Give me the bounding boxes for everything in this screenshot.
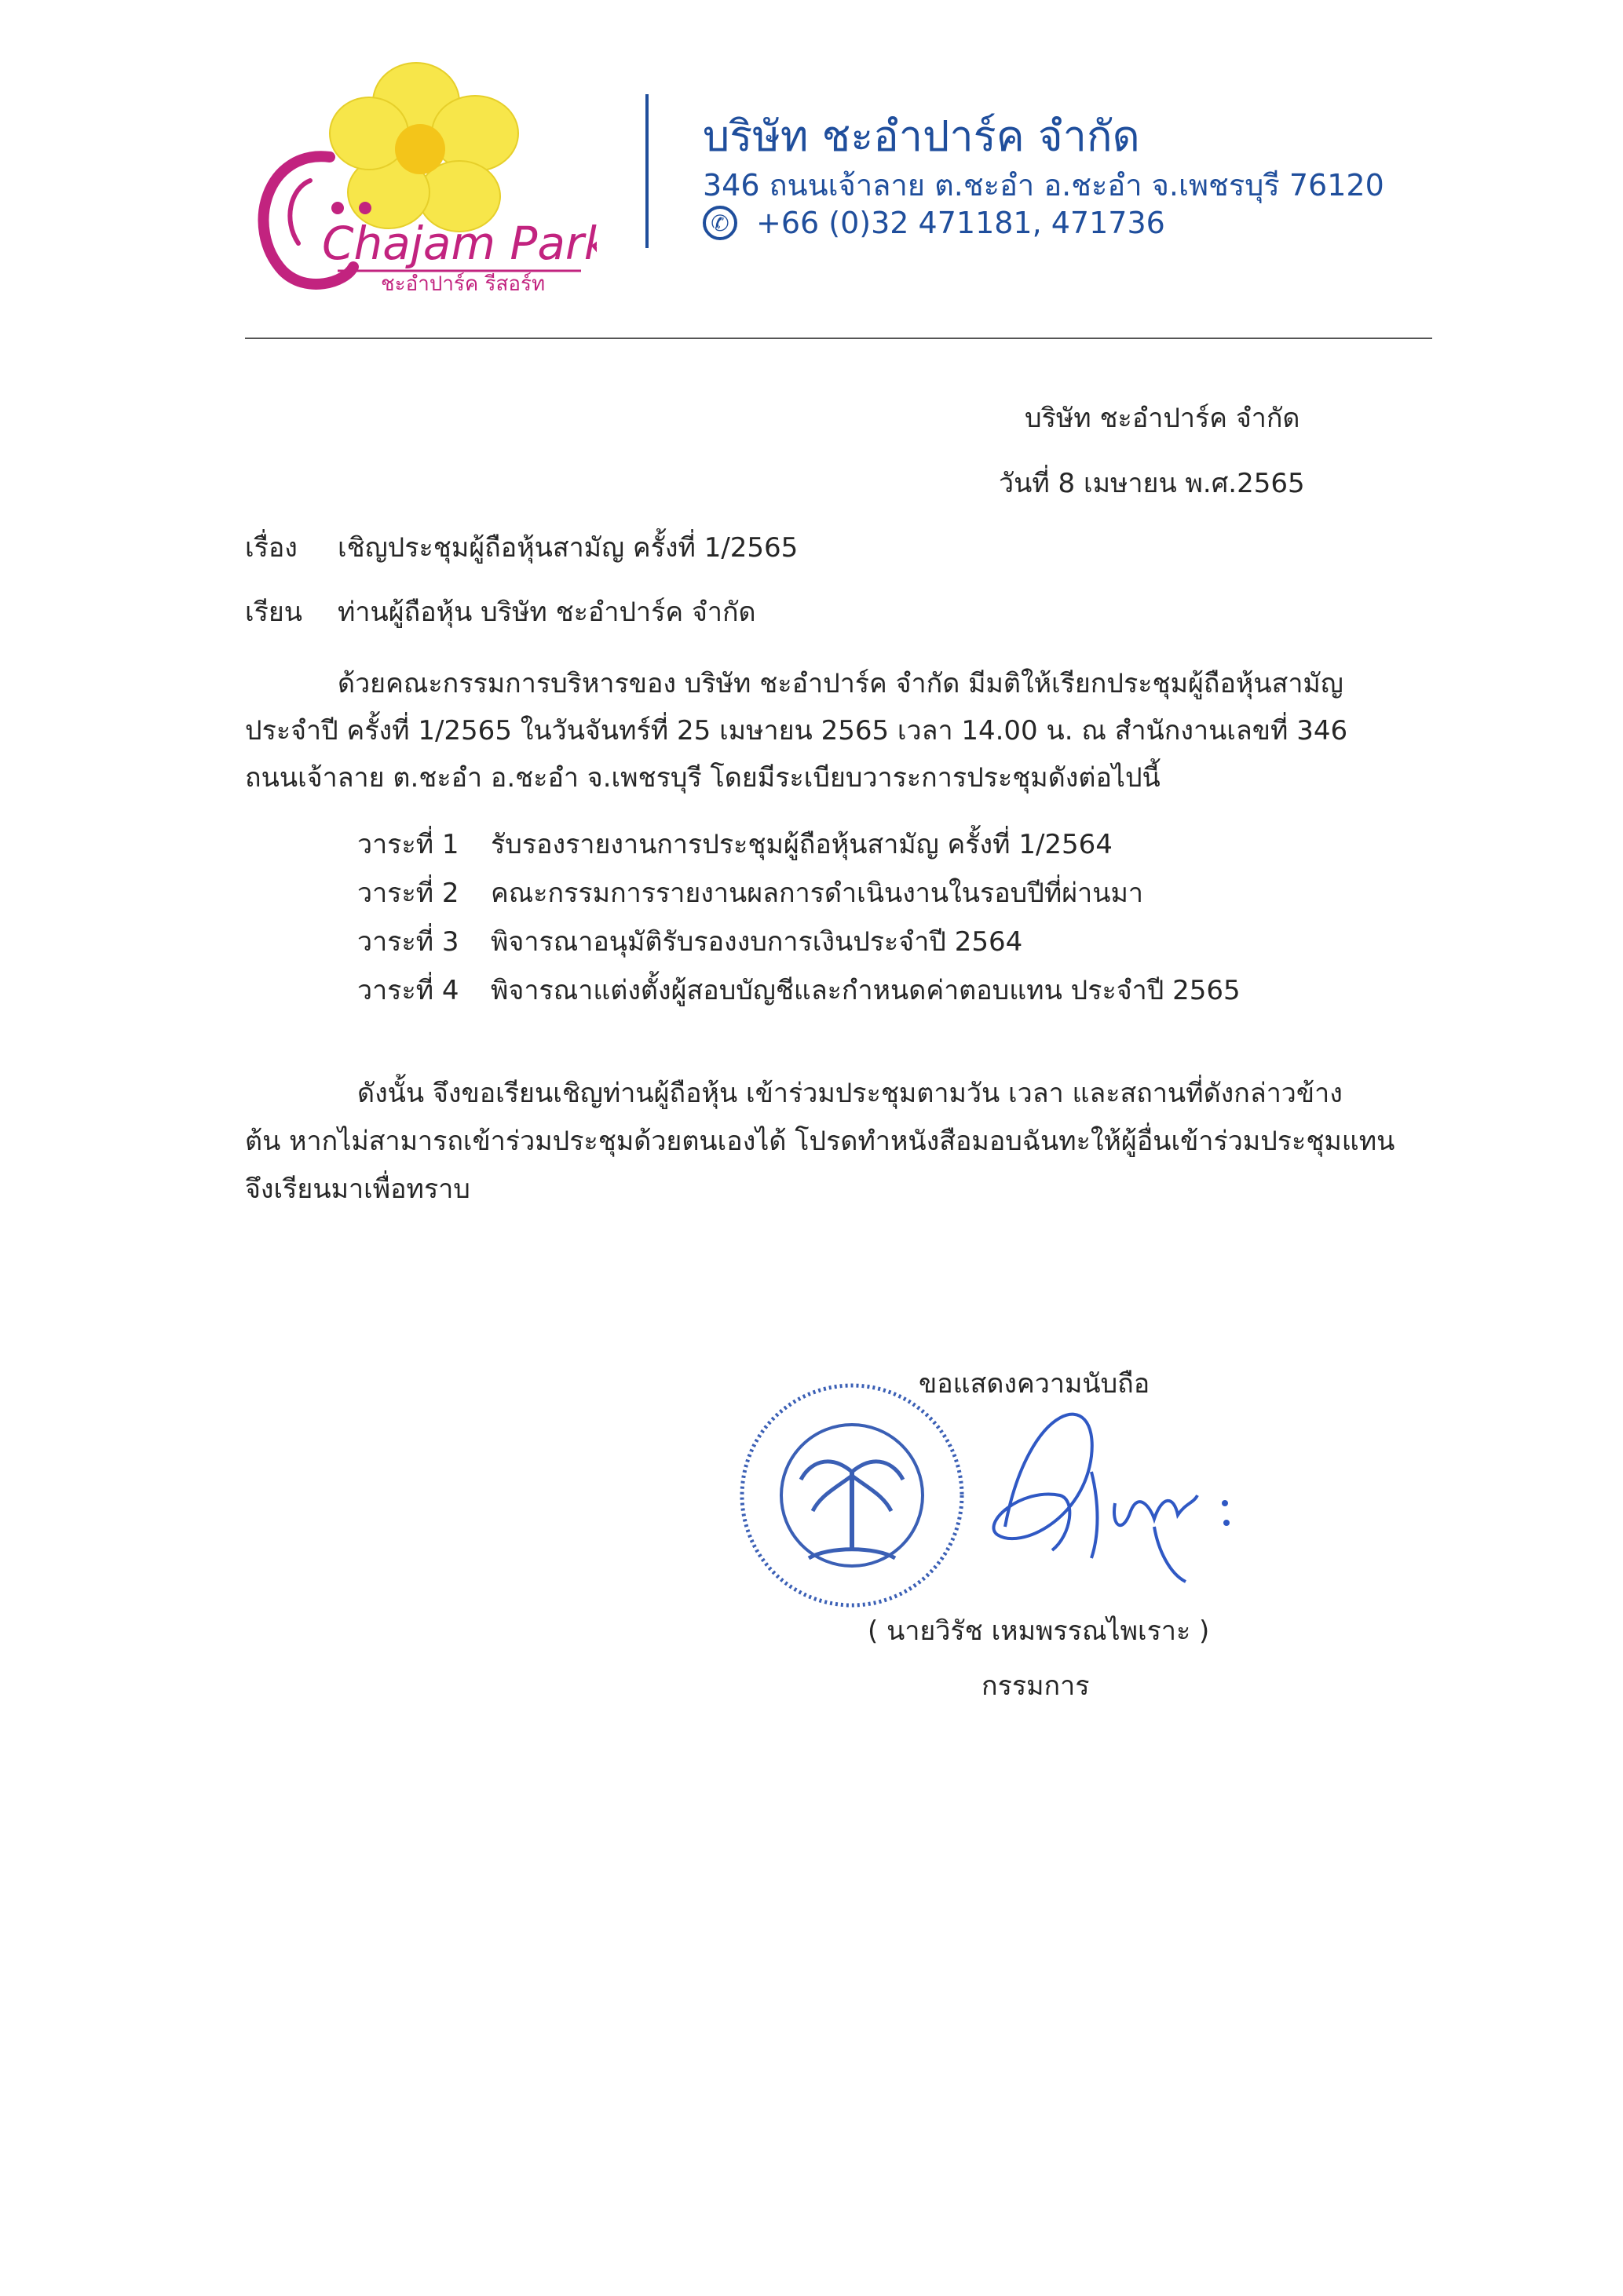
closing-line-3: จึงเรียนมาเพื่อทราบ: [245, 1174, 470, 1205]
agenda-text: คณะกรรมการรายงานผลการดำเนินงานในรอบปีที่ผ่านมา: [491, 878, 1143, 909]
company-address: 346 ถนนเจ้าลาย ต.ชะอำ อ.ชะอำ จ.เพชรบุรี 76120: [703, 168, 1384, 203]
company-phone: [703, 206, 1165, 240]
agenda-text: พิจารณาอนุมัติรับรองงบการเงินประจำปี 2564: [491, 926, 1023, 958]
agenda-text: พิจารณาแต่งตั้งผู้สอบบัญชีและกำหนดค่าตอบแทน ประจำปี 2565: [491, 975, 1241, 1006]
phone-icon: ✆: [703, 206, 737, 240]
subject-line: [245, 526, 798, 568]
recipient-label: เรียน: [245, 597, 303, 628]
company-seal: [734, 1378, 970, 1613]
agenda-text: รับรองรายงานการประชุมผู้ถือหุ้นสามัญ ครั้งที่ 1/2564: [491, 829, 1113, 860]
company-name: บริษัท ชะอำปาร์ค จำกัด: [703, 111, 1140, 161]
subject-text: เชิญประชุมผู้ถือหุ้นสามัญ ครั้งที่ 1/2565: [338, 532, 799, 564]
letter-date: วันที่ 8 เมษายน พ.ศ.2565: [999, 468, 1305, 499]
signature-scribble-icon: [974, 1370, 1256, 1605]
agenda-item: [357, 920, 1022, 962]
agenda-number: วาระที่ 2: [357, 878, 459, 909]
company-logo: [236, 47, 597, 298]
intro-line-1: ด้วยคณะกรรมการบริหารของ บริษัท ชะอำปาร์ค จำกัด มีมติให้เรียกประชุมผู้ถือหุ้นสามัญ: [338, 668, 1343, 699]
agenda-item: [357, 969, 1241, 1011]
intro-line-3: ถนนเจ้าลาย ต.ชะอำ อ.ชะอำ จ.เพชรบุรี โดยมีระเบียบวาระการประชุมดังต่อไปนี้: [245, 762, 1161, 794]
salutation: ขอแสดงความนับถือ: [919, 1368, 1150, 1400]
signer-title: กรรมการ: [981, 1670, 1090, 1702]
logo-subtext: ชะอำปาร์ค รีสอร์ท: [381, 272, 546, 296]
sender-company: บริษัท ชะอำปาร์ค จำกัด: [1025, 403, 1300, 434]
phone-number: +66 (0)32 471181, 471736: [756, 206, 1165, 240]
subject-label: เรื่อง: [245, 532, 298, 564]
header-divider: [645, 94, 649, 248]
closing-line-2: ต้น หากไม่สามารถเข้าร่วมประชุมด้วยตนเองได้ โปรดทำหนังสือมอบฉันทะให้ผู้อื่นเข้าร่วมประชุมแทน: [245, 1126, 1395, 1157]
closing-line-1: ดังนั้น จึงขอเรียนเชิญท่านผู้ถือหุ้น เข้าร่วมประชุมตามวัน เวลา และสถานที่ดังกล่าวข้าง: [357, 1078, 1343, 1109]
signer-name: ( นายวิรัช เหมพรรณไพเราะ ): [868, 1615, 1210, 1647]
handwritten-signature: [974, 1370, 1256, 1605]
plumeria-flower-icon: [236, 47, 597, 298]
header-rule: [245, 338, 1432, 339]
agenda-number: วาระที่ 4: [357, 975, 459, 1006]
agenda-number: วาระที่ 1: [357, 829, 459, 860]
agenda-item: [357, 823, 1113, 865]
recipient-text: ท่านผู้ถือหุ้น บริษัท ชะอำปาร์ค จำกัด: [338, 597, 756, 628]
recipient-line: [245, 590, 756, 633]
seal-icon: [734, 1378, 970, 1613]
agenda-item: [357, 871, 1143, 914]
intro-line-2: ประจำปี ครั้งที่ 1/2565 ในวันจันทร์ที่ 25 เมษายน 2565 เวลา 14.00 น. ณ สำนักงานเลขที่ 346: [245, 715, 1348, 746]
agenda-number: วาระที่ 3: [357, 926, 459, 958]
logo-wordmark: Chajam Park: [322, 217, 597, 270]
